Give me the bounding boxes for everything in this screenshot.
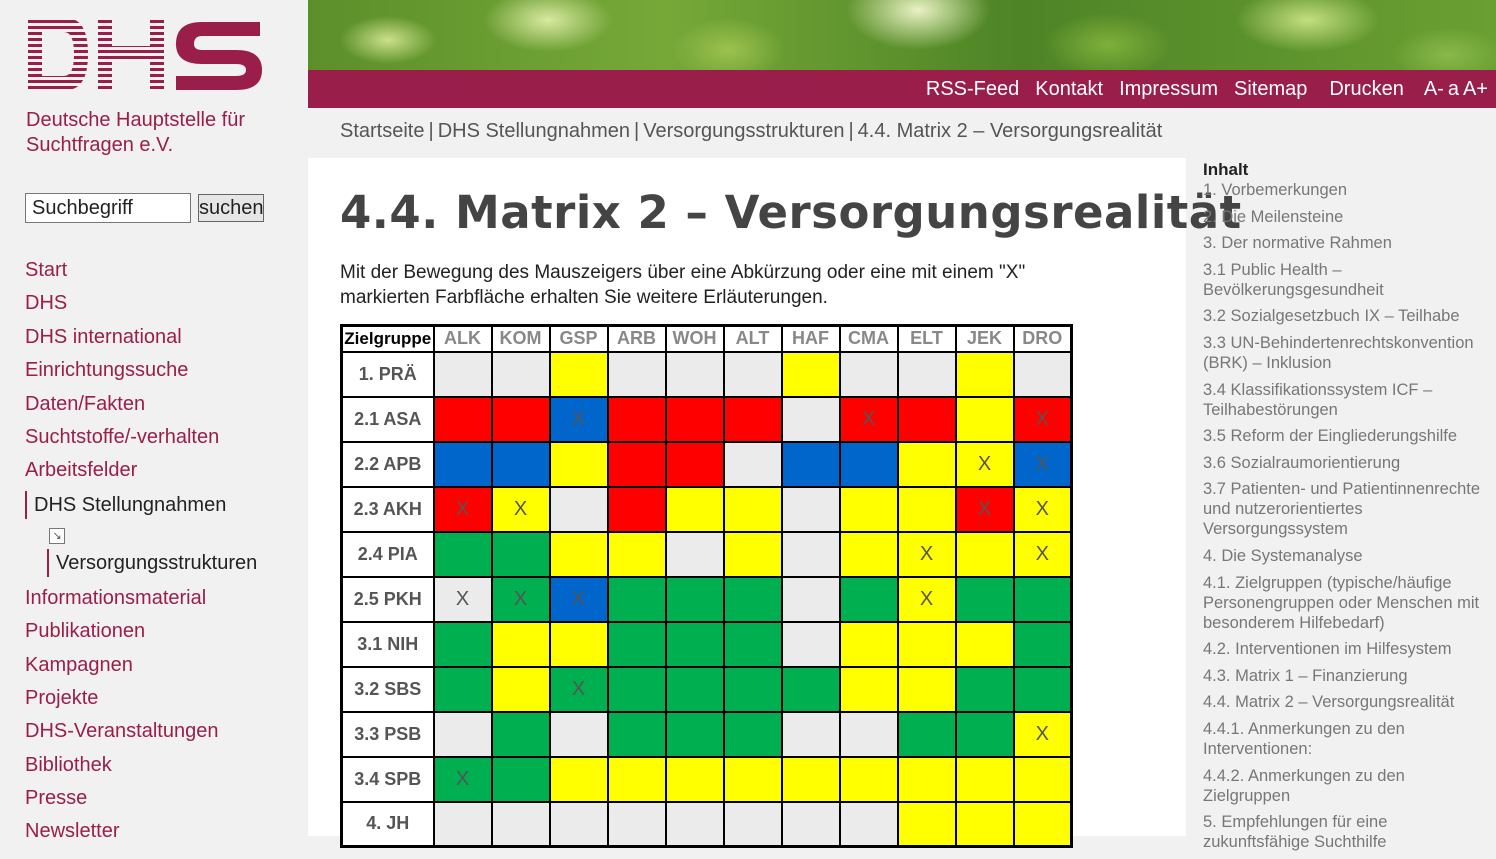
search-button[interactable]: suchen xyxy=(198,194,264,222)
matrix-cell xyxy=(956,397,1014,442)
matrix-cell xyxy=(724,397,782,442)
toc-item[interactable]: 4.1. Zielgruppen (typische/häufige Personengruppen oder Menschen mit besonderem Hilfebedarf) xyxy=(1203,573,1480,632)
matrix-cell xyxy=(724,757,782,802)
toc-list xyxy=(1203,180,1493,852)
nav-item-arbeitsfelder[interactable]: Arbeitsfelder xyxy=(25,459,138,482)
table-of-contents xyxy=(1203,160,1493,859)
matrix-cell xyxy=(898,667,956,712)
matrix-cell xyxy=(782,397,840,442)
matrix-cell xyxy=(492,712,550,757)
matrix-cell xyxy=(782,532,840,577)
matrix-cell xyxy=(608,757,666,802)
matrix-row xyxy=(342,487,1072,532)
matrix-row-header[interactable]: 3.4 SPB xyxy=(342,757,434,802)
nav-item-dhs-international[interactable]: DHS international xyxy=(25,325,182,348)
matrix-cell xyxy=(840,667,898,712)
matrix-column-header[interactable]: ALK xyxy=(434,326,492,352)
matrix-cell xyxy=(492,532,550,577)
font-size-controls xyxy=(1424,78,1488,101)
matrix-row xyxy=(342,397,1072,442)
matrix-cell xyxy=(782,622,840,667)
matrix-row xyxy=(342,442,1072,487)
matrix-row xyxy=(342,757,1072,802)
matrix-cell xyxy=(898,352,956,397)
matrix-cell xyxy=(608,802,666,847)
nav-item-publikationen[interactable]: Publikationen xyxy=(25,620,146,643)
toc-item[interactable]: 4.4. Matrix 2 – Versorgungsrealität xyxy=(1203,693,1455,712)
nav-item-start[interactable]: Start xyxy=(25,259,68,281)
toc-item[interactable]: 2. Die Meilensteine xyxy=(1203,207,1344,226)
matrix-cell xyxy=(608,487,666,532)
matrix-cell xyxy=(666,802,724,847)
nav-item-newsletter[interactable]: Newsletter xyxy=(25,820,120,843)
matrix-cell xyxy=(724,442,782,487)
versorgungs-matrix xyxy=(340,324,1073,848)
matrix-cell xyxy=(434,442,492,487)
matrix-cell[interactable]: X xyxy=(1014,532,1072,577)
font-normal-button[interactable]: a xyxy=(1447,77,1459,100)
font-larger-button[interactable]: A+ xyxy=(1462,77,1488,100)
matrix-cell xyxy=(492,442,550,487)
matrix-cell xyxy=(608,442,666,487)
breadcrumb-separator: | xyxy=(428,120,434,142)
matrix-column-header[interactable]: KOM xyxy=(492,326,550,352)
nav-item-kampagnen[interactable]: Kampagnen xyxy=(25,653,133,676)
toc-item[interactable]: 3.6 Sozialraumorientierung xyxy=(1203,453,1401,472)
matrix-cell xyxy=(608,577,666,622)
rss-feed-link[interactable]: RSS-Feed xyxy=(925,77,1020,100)
drucken-link[interactable]: Drucken xyxy=(1329,77,1404,100)
matrix-cell xyxy=(1014,577,1072,622)
breadcrumb-separator: | xyxy=(634,120,640,142)
matrix-cell xyxy=(608,352,666,397)
matrix-cell xyxy=(666,577,724,622)
sitemap-link[interactable]: Sitemap xyxy=(1233,77,1308,100)
matrix-body xyxy=(342,352,1072,847)
matrix-column-header[interactable]: ELT xyxy=(898,326,956,352)
toc-item[interactable]: 3.2 Sozialgesetzbuch IX – Teilhabe xyxy=(1203,307,1460,326)
matrix-cell xyxy=(724,712,782,757)
matrix-column-header[interactable]: JEK xyxy=(956,326,1014,352)
matrix-cell xyxy=(550,442,608,487)
font-smaller-button[interactable]: A- xyxy=(1423,77,1444,100)
matrix-cell xyxy=(840,757,898,802)
toc-item[interactable]: 4.4.2. Anmerkungen zu den Zielgruppen xyxy=(1203,766,1405,805)
matrix-cell[interactable]: X xyxy=(492,577,550,622)
matrix-cell xyxy=(608,397,666,442)
matrix-cell xyxy=(956,667,1014,712)
matrix-row xyxy=(342,802,1072,847)
nav-item-presse[interactable]: Presse xyxy=(25,787,88,810)
toc-item[interactable]: 3. Der normative Rahmen xyxy=(1203,234,1392,253)
matrix-cell xyxy=(956,712,1014,757)
dhs-logo[interactable] xyxy=(26,14,262,94)
matrix-cell xyxy=(956,577,1014,622)
matrix-cell[interactable]: X xyxy=(550,577,608,622)
matrix-column-header[interactable]: DRO xyxy=(1014,326,1072,352)
toc-title: Inhalt xyxy=(1203,160,1249,179)
matrix-cell xyxy=(898,757,956,802)
matrix-cell xyxy=(1014,802,1072,847)
nav-item-suchtstoffe[interactable]: Suchtstoffe/-verhalten xyxy=(25,425,220,448)
toc-item[interactable]: 4. Die Systemanalyse xyxy=(1203,546,1363,565)
matrix-cell xyxy=(840,577,898,622)
matrix-cell[interactable]: X xyxy=(1014,442,1072,487)
breadcrumb-stellungnahmen[interactable]: DHS Stellungnahmen xyxy=(437,120,631,142)
breadcrumb-versorgungsstrukturen[interactable]: Versorgungsstrukturen xyxy=(643,120,845,142)
matrix-cell xyxy=(724,352,782,397)
matrix-cell[interactable]: X xyxy=(1014,397,1072,442)
matrix-row xyxy=(342,577,1072,622)
nav-item-veranstaltungen[interactable]: DHS-Veranstaltungen xyxy=(25,720,219,743)
matrix-cell xyxy=(608,622,666,667)
matrix-cell[interactable]: X xyxy=(1014,487,1072,532)
matrix-cell xyxy=(956,802,1014,847)
matrix-row-header[interactable]: 3.3 PSB xyxy=(342,712,434,757)
matrix-cell xyxy=(840,352,898,397)
page-title: 4.4. Matrix 2 – Versorgungsrealität xyxy=(340,186,1242,239)
matrix-cell xyxy=(898,397,956,442)
matrix-cell xyxy=(434,622,492,667)
matrix-cell xyxy=(956,622,1014,667)
matrix-row xyxy=(342,532,1072,577)
breadcrumb-separator: | xyxy=(848,120,854,142)
nav-item-informationsmaterial[interactable]: Informationsmaterial xyxy=(25,586,207,609)
matrix-cell xyxy=(782,757,840,802)
nav-item-bibliothek[interactable]: Bibliothek xyxy=(25,753,112,776)
nav-item-einrichtungssuche[interactable]: Einrichtungssuche xyxy=(25,359,189,382)
matrix-row-header[interactable]: 4. JH xyxy=(342,802,434,847)
matrix-cell xyxy=(840,712,898,757)
nav-subitem-versorgungsstrukturen[interactable]: Versorgungsstrukturen xyxy=(47,549,305,577)
main-navigation xyxy=(25,254,305,849)
org-name: Deutsche Hauptstelle für Suchtfragen e.V. xyxy=(26,109,246,156)
matrix-cell xyxy=(782,352,840,397)
top-navigation-bar xyxy=(308,70,1496,108)
nav-item-dhs[interactable]: DHS xyxy=(25,292,68,315)
matrix-column-header[interactable]: ALT xyxy=(724,326,782,352)
matrix-cell xyxy=(608,532,666,577)
nav-item-stellungnahmen[interactable]: DHS Stellungnahmen xyxy=(25,491,305,519)
matrix-column-header[interactable]: CMA xyxy=(840,326,898,352)
search-input[interactable] xyxy=(25,193,191,223)
matrix-row xyxy=(342,712,1072,757)
matrix-cell xyxy=(724,487,782,532)
matrix-row-header[interactable]: 1. PRÄ xyxy=(342,352,434,397)
matrix-row-header[interactable]: 3.2 SBS xyxy=(342,667,434,712)
matrix-row xyxy=(342,667,1072,712)
matrix-cell xyxy=(782,577,840,622)
matrix-cell xyxy=(492,757,550,802)
matrix-cell xyxy=(492,352,550,397)
matrix-cell xyxy=(550,532,608,577)
matrix-header-row xyxy=(342,326,1072,352)
matrix-cell xyxy=(840,442,898,487)
toc-item[interactable]: 1. Vorbemerkungen xyxy=(1203,181,1348,199)
matrix-cell xyxy=(550,352,608,397)
matrix-column-header[interactable]: ARB xyxy=(608,326,666,352)
matrix-cell xyxy=(434,532,492,577)
matrix-cell[interactable]: X xyxy=(492,487,550,532)
matrix-corner-label: Zielgruppe xyxy=(342,326,434,352)
matrix-cell xyxy=(724,802,782,847)
matrix-cell[interactable]: X xyxy=(956,487,1014,532)
matrix-cell xyxy=(666,352,724,397)
matrix-cell xyxy=(434,667,492,712)
matrix-row-header[interactable]: 2.2 APB xyxy=(342,442,434,487)
matrix-cell[interactable]: X xyxy=(550,667,608,712)
matrix-row-header[interactable]: 2.4 PIA xyxy=(342,532,434,577)
matrix-cell xyxy=(492,397,550,442)
matrix-cell xyxy=(782,667,840,712)
matrix-cell xyxy=(434,397,492,442)
matrix-row xyxy=(342,352,1072,397)
toc-item[interactable]: 3.1 Public Health – Bevölkerungsgesundheit xyxy=(1203,260,1384,299)
matrix-cell xyxy=(1014,667,1072,712)
matrix-cell xyxy=(840,622,898,667)
matrix-cell xyxy=(666,622,724,667)
breadcrumb-startseite[interactable]: Startseite xyxy=(340,120,425,142)
toc-item[interactable]: 4.3. Matrix 1 – Finanzierung xyxy=(1203,666,1408,685)
nav-item-daten-fakten[interactable]: Daten/Fakten xyxy=(25,392,146,415)
matrix-cell[interactable]: X xyxy=(434,487,492,532)
matrix-cell[interactable]: X xyxy=(550,397,608,442)
matrix-cell xyxy=(666,757,724,802)
matrix-cell xyxy=(550,622,608,667)
breadcrumb xyxy=(340,120,1162,143)
matrix-cell xyxy=(840,802,898,847)
matrix-cell xyxy=(724,622,782,667)
matrix-cell xyxy=(434,712,492,757)
subnav-arrow-icon[interactable]: ↘ xyxy=(25,521,305,549)
matrix-row-header[interactable]: 2.5 PKH xyxy=(342,577,434,622)
header-banner-image xyxy=(308,0,1496,70)
matrix-cell xyxy=(956,757,1014,802)
toc-item[interactable]: 3.5 Reform der Eingliederungshilfe xyxy=(1203,427,1458,446)
matrix-cell[interactable]: X xyxy=(1014,712,1072,757)
intro-text: Mit der Bewegung des Mauszeigers über eine Abkürzung oder eine mit einem "X" markierten Farbfläche erhalten Sie weitere Erläuterungen. xyxy=(340,262,1026,308)
matrix-cell xyxy=(666,487,724,532)
matrix-cell xyxy=(840,487,898,532)
matrix-cell xyxy=(434,352,492,397)
matrix-cell xyxy=(898,622,956,667)
matrix-cell xyxy=(492,667,550,712)
matrix-cell xyxy=(666,442,724,487)
matrix-cell[interactable]: X xyxy=(898,532,956,577)
nav-item-projekte[interactable]: Projekte xyxy=(25,686,99,709)
toc-item[interactable]: 4.2. Interventionen im Hilfesystem xyxy=(1203,640,1452,659)
matrix-cell xyxy=(434,802,492,847)
toc-item[interactable]: 3.7 Patienten- und Patientinnenrechte und nutzerorientiertes Versorgungssystem xyxy=(1203,480,1481,539)
matrix-cell xyxy=(840,532,898,577)
impressum-link[interactable]: Impressum xyxy=(1119,77,1218,100)
toc-item[interactable]: 3.4 Klassifikationssystem ICF – Teilhabestörungen xyxy=(1203,380,1433,419)
matrix-cell xyxy=(550,712,608,757)
matrix-cell xyxy=(898,442,956,487)
matrix-cell[interactable]: X xyxy=(898,577,956,622)
toc-item[interactable]: 4.4.1. Anmerkungen zu den Interventionen: xyxy=(1203,719,1405,758)
matrix-cell xyxy=(898,487,956,532)
matrix-cell xyxy=(1014,352,1072,397)
matrix-cell xyxy=(1014,622,1072,667)
matrix-cell xyxy=(782,712,840,757)
matrix-cell xyxy=(550,802,608,847)
matrix-cell xyxy=(724,667,782,712)
matrix-cell xyxy=(550,487,608,532)
matrix-cell xyxy=(956,532,1014,577)
matrix-cell xyxy=(666,532,724,577)
matrix-cell xyxy=(898,712,956,757)
matrix-cell xyxy=(608,667,666,712)
matrix-cell xyxy=(666,667,724,712)
matrix-row xyxy=(342,622,1072,667)
matrix-cell xyxy=(724,577,782,622)
matrix-row-header[interactable]: 2.3 AKH xyxy=(342,487,434,532)
matrix-cell xyxy=(782,802,840,847)
matrix-column-header[interactable]: GSP xyxy=(550,326,608,352)
matrix-cell xyxy=(550,757,608,802)
matrix-cell[interactable]: X xyxy=(434,757,492,802)
matrix-cell xyxy=(782,487,840,532)
matrix-cell[interactable]: X xyxy=(956,442,1014,487)
matrix-cell xyxy=(898,802,956,847)
matrix-cell xyxy=(1014,757,1072,802)
toc-item[interactable]: 3.3 UN-Behindertenrechtskonvention (BRK) – Inklusion xyxy=(1203,333,1474,372)
matrix-cell xyxy=(492,802,550,847)
matrix-cell xyxy=(666,397,724,442)
matrix-column-header[interactable]: HAF xyxy=(782,326,840,352)
breadcrumb-current: 4.4. Matrix 2 – Versorgungsrealität xyxy=(857,120,1163,142)
matrix-cell xyxy=(956,352,1014,397)
matrix-cell xyxy=(608,712,666,757)
matrix-cell[interactable]: X xyxy=(840,397,898,442)
matrix-cell xyxy=(492,622,550,667)
left-sidebar xyxy=(0,0,308,843)
matrix-cell xyxy=(724,532,782,577)
toc-item[interactable]: 5. Empfehlungen für eine zukunftsfähige Suchthilfe xyxy=(1203,813,1388,852)
matrix-cell[interactable]: X xyxy=(434,577,492,622)
kontakt-link[interactable]: Kontakt xyxy=(1035,77,1104,100)
matrix-cell xyxy=(666,712,724,757)
matrix-row-header[interactable]: 3.1 NIH xyxy=(342,622,434,667)
matrix-row-header[interactable]: 2.1 ASA xyxy=(342,397,434,442)
matrix-cell xyxy=(782,442,840,487)
matrix-column-header[interactable]: WOH xyxy=(666,326,724,352)
